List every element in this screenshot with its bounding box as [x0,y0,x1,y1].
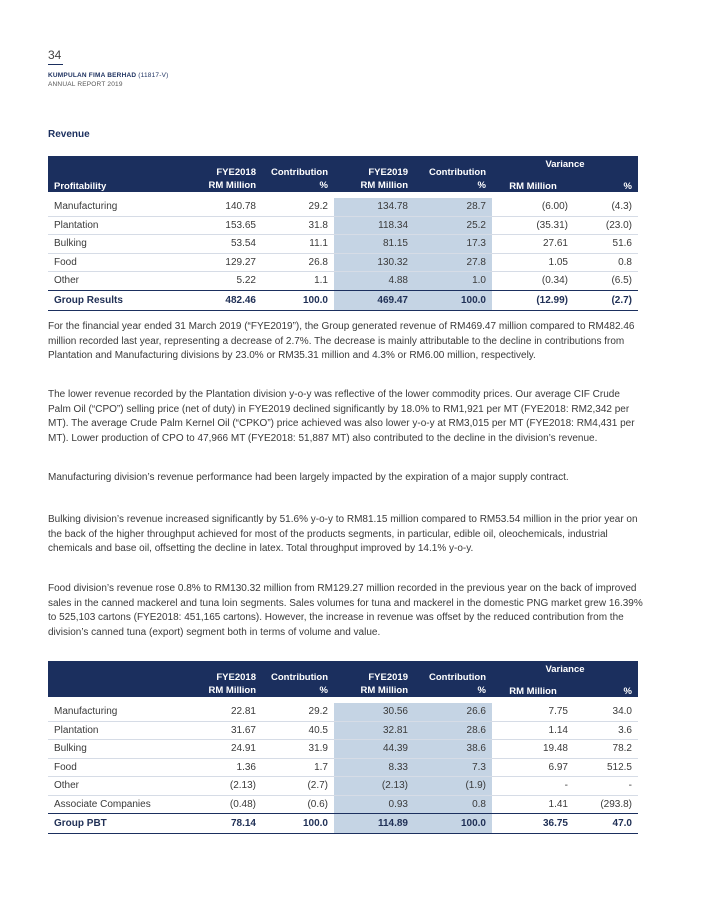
cell-fye2019: 130.32 [334,253,414,272]
table-header-row [48,661,638,678]
company-registration: (11817-V) [138,72,169,79]
row-label: Food [48,253,186,272]
column-header-variance-rm: RM Million [492,678,574,697]
column-header-variance-rm: RM Million [492,173,574,192]
cell-variance-rm: 27.61 [492,235,574,254]
cell-variance-rm: (12.99) [492,290,574,310]
column-header-contribution-2019: Contribution % [414,156,492,192]
cell-fye2019: 4.88 [334,272,414,291]
paragraph-plantation: The lower revenue recorded by the Plantation division y-o-y was reflective of the lower commodity prices. Our average CIF Crude Palm Oil (“CPO”) selling price (net of duty) in FYE2019 declined significantly by 18.0% to RM1,921 per MT (FYE2018: RM2,342 per MT). The average Crude Palm Kernel Oil (“CPKO”) price achieved was also lower y-o-y at RM3,015 per MT (FYE2018: RM4,431 per MT). Lower production of CPO to 47,966 MT (FYE2018: 51,887 MT) also contributed to the decline in the division’s revenue. [48,389,635,444]
cell-fye2018: (2.13) [186,777,262,796]
cell-fye2018: 482.46 [186,290,262,310]
cell-fye2019: 32.81 [334,721,414,740]
cell-fye2018: 140.78 [186,198,262,216]
table-row [48,758,638,777]
cell-fye2018: 78.14 [186,814,262,834]
column-header-fye2018: FYE2018 RM Million [186,661,262,697]
company-name: KUMPULAN FIMA BERHAD [48,72,137,79]
table-row [48,272,638,291]
cell-fye2018: 31.67 [186,721,262,740]
cell-contribution-2019: 100.0 [414,814,492,834]
cell-contribution-2019: 7.3 [414,758,492,777]
cell-variance-pct: 3.6 [574,721,638,740]
cell-contribution-2018: 29.2 [262,198,334,216]
cell-contribution-2018: 100.0 [262,814,334,834]
cell-variance-pct: 78.2 [574,740,638,759]
column-header-contribution-2018: Contribution % [262,156,334,192]
cell-fye2019: 8.33 [334,758,414,777]
table-header-row [48,156,638,173]
cell-fye2019: 114.89 [334,814,414,834]
cell-contribution-2019: 1.0 [414,272,492,291]
cell-variance-pct: 47.0 [574,814,638,834]
cell-variance-pct: (4.3) [574,198,638,216]
row-label: Manufacturing [48,198,186,216]
row-label: Other [54,275,80,287]
cell-variance-rm: 1.05 [492,253,574,272]
row-label: Plantation [48,216,186,235]
cell-contribution-2019: 17.3 [414,235,492,254]
cell-contribution-2018: 1.1 [314,275,328,287]
cell-contribution-2018: (0.6) [307,798,328,810]
cell-variance-rm: (6.00) [492,198,574,216]
cell-contribution-2019: 26.6 [414,703,492,721]
cell-contribution-2018: (2.7) [262,777,334,796]
cell-fye2019: 44.39 [334,740,414,759]
table-row [48,198,638,216]
column-header-fye2019: FYE2019 RM Million [334,156,414,192]
row-label: Plantation [48,721,186,740]
column-header-profitability: Profitability [48,156,186,192]
cell-fye2019: 134.78 [334,198,414,216]
cell-variance-rm: 6.97 [492,758,574,777]
table-row [48,235,638,254]
table-row [48,721,638,740]
column-header-variance: Variance [492,156,638,173]
cell-fye2018: (0.48) [229,798,256,810]
cell-fye2019: 81.15 [334,235,414,254]
cell-fye2019: 118.34 [334,216,414,235]
cell-variance-pct: 34.0 [574,703,638,721]
cell-variance-rm: 7.75 [492,703,574,721]
revenue-table [48,156,638,311]
row-label: Bulking [48,235,186,254]
paragraph-revenue-summary: For the financial year ended 31 March 2019 (“FYE2019”), the Group generated revenue of RM469.47 million compared to RM482.46 million recorded last year, representing a decrease of 2.7%. The decrease is mainly attributable to the decline in contributions from Plantation and Manufacturing divisions by 23.0% or RM35.31 million and 4.3% or RM6.00 million, respectively. [48,321,635,361]
column-header-fye2019: FYE2019 RM Million [334,661,414,697]
cell-contribution-2018: 31.9 [262,740,334,759]
cell-variance-rm: 36.75 [492,814,574,834]
cell-variance-rm: 1.14 [492,721,574,740]
cell-contribution-2019: 100.0 [414,290,492,310]
cell-fye2019: 469.47 [334,290,414,310]
table-row [48,777,638,796]
column-header-variance: Variance [492,661,638,678]
cell-variance-pct: 0.8 [574,253,638,272]
cell-contribution-2018: 31.8 [262,216,334,235]
paragraph-bulking: Bulking division’s revenue increased significantly by 51.6% y-o-y to RM81.15 million compared to RM53.54 million in the prior year on the back of the higher throughput achieved for most of the products segments, in particular, edible oil, oleochemicals, industrial chemicals and base oil, offsetting the decline in latex. Total throughput improved by 14.1% y-o-y. [48,514,638,554]
cell-fye2019: 0.93 [334,795,414,814]
page-number-rule [48,64,63,65]
cell-variance-rm: (35.31) [492,216,574,235]
column-header-fye2018: FYE2018 RM Million [186,156,262,192]
column-header-variance-pct: % [574,678,638,697]
column-header-contribution-2019: Contribution % [414,661,492,697]
column-header-variance-pct: % [574,173,638,192]
cell-variance-pct: (293.8) [600,798,632,810]
cell-fye2018: 129.27 [186,253,262,272]
company-header [48,72,169,79]
paragraph-manufacturing: Manufacturing division’s revenue performance had been largely impacted by the expiration of a major supply contract. [48,472,569,483]
cell-contribution-2019: 28.6 [414,721,492,740]
total-row [48,290,638,310]
cell-variance-pct: 51.6 [574,235,638,254]
cell-fye2018: 22.81 [186,703,262,721]
cell-variance-pct: - [574,777,638,796]
paragraph-food: Food division’s revenue rose 0.8% to RM130.32 million from RM129.27 million recorded in the previous year on the back of improved sales in the canned mackerel and tuna loin segments. Sales volumes for tuna and mackerel in the domestic PNG market grew 16.39% to 525,103 cartons (FYE2018: 451,165 cartons). However, the increase in revenue was offset by the reduced contribution from the division’s canned tuna (export) segment both in terms of volume and value. [48,583,643,638]
row-label: Associate Companies [54,798,151,810]
cell-contribution-2019: 27.8 [414,253,492,272]
cell-fye2018: 1.36 [186,758,262,777]
page-number: 34 [48,48,62,62]
cell-contribution-2019: 28.7 [414,198,492,216]
cell-contribution-2019: 25.2 [414,216,492,235]
table-row [48,253,638,272]
pbt-table [48,661,638,834]
cell-fye2019: (2.13) [334,777,414,796]
cell-variance-pct: 512.5 [574,758,638,777]
table-row [48,703,638,721]
total-label: Group PBT [48,814,186,834]
total-label: Group Results [48,290,186,310]
cell-contribution-2019: (1.9) [414,777,492,796]
cell-contribution-2019: 0.8 [414,795,492,814]
cell-contribution-2018: 29.2 [262,703,334,721]
table-row [48,740,638,759]
cell-fye2018: 53.54 [186,235,262,254]
cell-fye2018: 5.22 [236,275,256,287]
table-row [48,216,638,235]
cell-contribution-2018: 26.8 [262,253,334,272]
total-row [48,814,638,834]
column-header-contribution-2018: Contribution % [262,661,334,697]
cell-variance-rm: 1.41 [548,798,568,810]
report-title: ANNUAL REPORT 2019 [48,81,123,88]
cell-contribution-2018: 1.7 [262,758,334,777]
cell-fye2018: 24.91 [186,740,262,759]
cell-fye2019: 30.56 [334,703,414,721]
section-title: Revenue [48,129,90,140]
cell-contribution-2018: 40.5 [262,721,334,740]
row-label: Bulking [48,740,186,759]
cell-variance-rm: - [492,777,574,796]
cell-contribution-2019: 38.6 [414,740,492,759]
row-label: Food [48,758,186,777]
cell-variance-rm: (0.34) [541,275,568,287]
cell-variance-pct: (2.7) [574,290,638,310]
row-label: Other [48,777,186,796]
cell-contribution-2018: 100.0 [262,290,334,310]
cell-contribution-2018: 11.1 [262,235,334,254]
cell-variance-pct: (6.5) [611,275,632,287]
column-header-segment [48,661,186,697]
cell-variance-pct: (23.0) [574,216,638,235]
cell-fye2018: 153.65 [186,216,262,235]
row-label: Manufacturing [48,703,186,721]
cell-variance-rm: 19.48 [492,740,574,759]
table-row [48,795,638,814]
